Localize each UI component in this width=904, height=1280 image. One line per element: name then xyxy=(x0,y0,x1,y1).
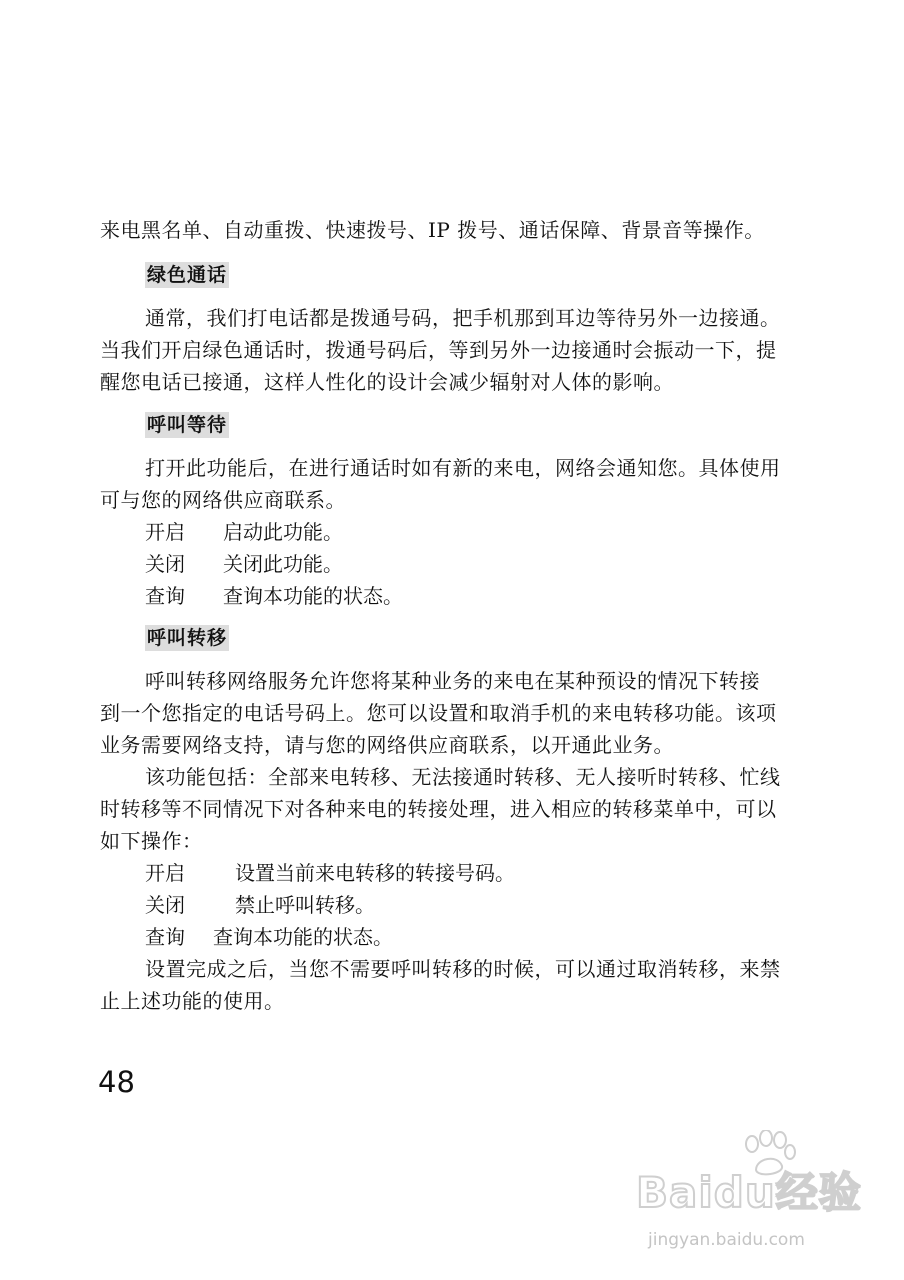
call-forward-p1-line-3: 业务需要网络支持，请与您的网络供应商联系，以开通此业务。 xyxy=(100,733,674,757)
call-waiting-line-1: 打开此功能后，在进行通话时如有新的来电，网络会通知您。具体使用 xyxy=(145,456,781,480)
call-forward-option-desc: 查询本功能的状态。 xyxy=(213,925,393,949)
watermark-url: jingyan.baidu.com xyxy=(648,1230,805,1250)
call-forward-option-desc: 禁止呼叫转移。 xyxy=(235,893,375,917)
call-forward-p1-line-2: 到一个您指定的电话号码上。您可以设置和取消手机的来电转移功能。该项 xyxy=(100,701,777,725)
watermark-logo-text: Baidu经验 xyxy=(636,1168,862,1217)
call-forward-option-term: 开启 xyxy=(145,861,185,885)
call-waiting-option-term: 关闭 xyxy=(145,552,185,576)
call-forward-p3-line-1: 设置完成之后，当您不需要呼叫转移的时候，可以通过取消转移，来禁 xyxy=(145,957,781,981)
call-forward-p2-line-3: 如下操作： xyxy=(100,829,203,853)
call-forward-option-desc: 设置当前来电转移的转接号码。 xyxy=(235,861,515,885)
call-forward-option-term: 关闭 xyxy=(145,893,185,917)
call-waiting-option-term: 查询 xyxy=(145,584,185,608)
green-call-line-2: 当我们开启绿色通话时，拨通号码后，等到另外一边接通时会振动一下，提 xyxy=(100,338,777,362)
call-waiting-line-2: 可与您的网络供应商联系。 xyxy=(100,488,346,512)
section-heading-call-forward: 呼叫转移 xyxy=(147,627,228,649)
green-call-line-3: 醒您电话已接通，这样人性化的设计会减少辐射对人体的影响。 xyxy=(100,370,674,394)
call-forward-p1-line-1: 呼叫转移网络服务允许您将某种业务的来电在某种预设的情况下转接 xyxy=(145,669,760,693)
section-heading-call-waiting: 呼叫等待 xyxy=(147,414,228,436)
page-number: 48 xyxy=(98,1065,135,1099)
section-heading-green-call: 绿色通话 xyxy=(147,264,228,286)
call-waiting-option-term: 开启 xyxy=(145,520,185,544)
intro-line: 来电黑名单、自动重拨、快速拨号、IP 拨号、通话保障、背景音等操作。 xyxy=(100,218,765,242)
call-forward-p2-line-2: 时转移等不同情况下对各种来电的转接处理，进入相应的转移菜单中，可以 xyxy=(100,797,777,821)
call-forward-p3-line-2: 止上述功能的使用。 xyxy=(100,989,285,1013)
call-forward-p2-line-1: 该功能包括：全部来电转移、无法接通时转移、无人接听时转移、忙线 xyxy=(145,765,781,789)
green-call-line-1: 通常，我们打电话都是拨通号码，把手机那到耳边等待另外一边接通。 xyxy=(145,306,781,330)
call-waiting-option-desc: 查询本功能的状态。 xyxy=(223,584,403,608)
baidu-watermark xyxy=(636,1130,862,1270)
call-forward-option-term: 查询 xyxy=(145,925,185,949)
call-waiting-option-desc: 启动此功能。 xyxy=(223,520,343,544)
call-waiting-option-desc: 关闭此功能。 xyxy=(223,552,343,576)
